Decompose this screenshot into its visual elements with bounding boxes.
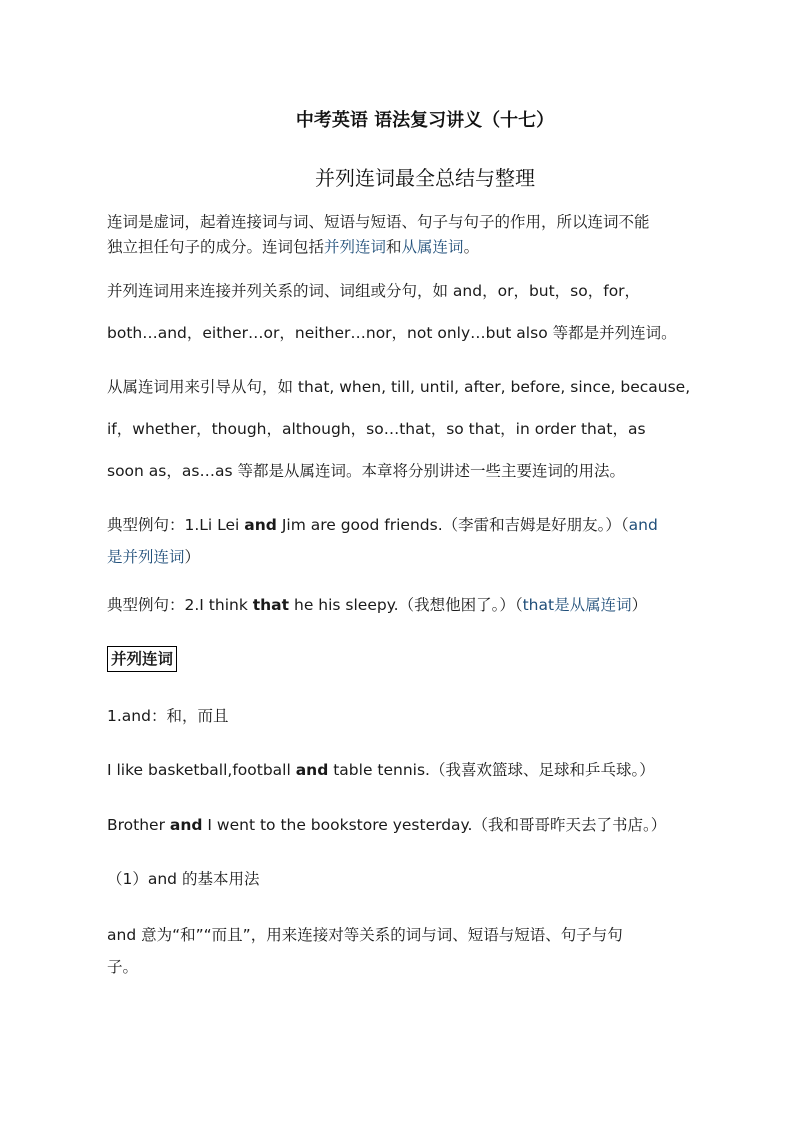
- sentence-2: [107, 812, 717, 838]
- sentence-1-keyword: and: [295, 761, 329, 779]
- intro-text-c: 和: [386, 238, 402, 256]
- example-1-line-2: [107, 544, 717, 570]
- subord-line-3: soon as，as…as 等都是从属连词。本章将分别讲述一些主要连词的用法。: [107, 462, 625, 480]
- intro-line-1: 连词是虚词，起着连接词与词、短语与短语、句子与句子的作用，所以连词不能: [107, 213, 650, 231]
- sentence-1-c: table tennis.（我喜欢篮球、足球和乒乓球。）: [328, 761, 655, 779]
- basic-usage-line-2: 子。: [107, 958, 139, 976]
- subord-line-1: 从属连词用来引导从句，如 that, when, till, until, after, before, since, because,: [107, 378, 691, 396]
- example-2: [107, 592, 717, 618]
- example-2-text-a: 典型例句：2.I think: [107, 596, 253, 614]
- intro-line-2: [107, 234, 717, 260]
- sentence-1-a: I like basketball,football: [107, 761, 296, 779]
- subordinating-conjunction-term: 从属连词: [401, 238, 464, 256]
- document-subtitle: 并列连词最全总结与整理: [315, 166, 535, 190]
- example-1-keyword: and: [244, 516, 277, 534]
- coordinating-conjunction-term: 并列连词: [324, 238, 387, 256]
- example-2-close: ）: [631, 596, 648, 614]
- section-heading: 并列连词: [107, 646, 177, 672]
- intro-text-e: 。: [463, 238, 480, 256]
- sentence-2-keyword: and: [169, 816, 203, 834]
- subord-line-2: if，whether，though，although，so…that，so that，in order that，as: [107, 420, 646, 438]
- sentence-2-a: Brother: [107, 816, 170, 834]
- basic-usage-line-1: and 意为“和”“而且”，用来连接对等关系的词与词、短语与短语、句子与句: [107, 926, 623, 944]
- sentence-1: [107, 757, 717, 783]
- document-title: 中考英语 语法复习讲义（十七）: [295, 110, 555, 131]
- example-1-note: 是并列连词: [107, 548, 185, 566]
- coord-line-1: 并列连词用来连接并列关系的词、词组或分句，如 and，or，but，so，for，: [107, 282, 641, 300]
- example-1-text-c: Jim are good friends.（李雷和吉姆是好朋友。）（: [276, 516, 629, 534]
- subsection-1-title: （1）and 的基本用法: [107, 870, 260, 888]
- example-1-line-1: [107, 512, 717, 538]
- item-1-title: 1.and：和，而且: [107, 707, 229, 725]
- example-2-text-c: he his sleepy.（我想他困了。）（: [289, 596, 523, 614]
- example-1-close: ）: [184, 548, 201, 566]
- example-1-note-keyword: and: [628, 516, 658, 534]
- example-2-note-keyword: that: [522, 596, 555, 614]
- coord-line-2: both…and，either…or，neither…nor，not only…but also 等都是并列连词。: [107, 324, 677, 342]
- intro-text-a: 独立担任句子的成分。连词包括: [107, 238, 325, 256]
- example-1-text-a: 典型例句：1.Li Lei: [107, 516, 245, 534]
- sentence-2-c: I went to the bookstore yesterday.（我和哥哥昨天去了书店。）: [202, 816, 667, 834]
- example-2-note: 是从属连词: [554, 596, 632, 614]
- example-2-keyword: that: [252, 596, 290, 614]
